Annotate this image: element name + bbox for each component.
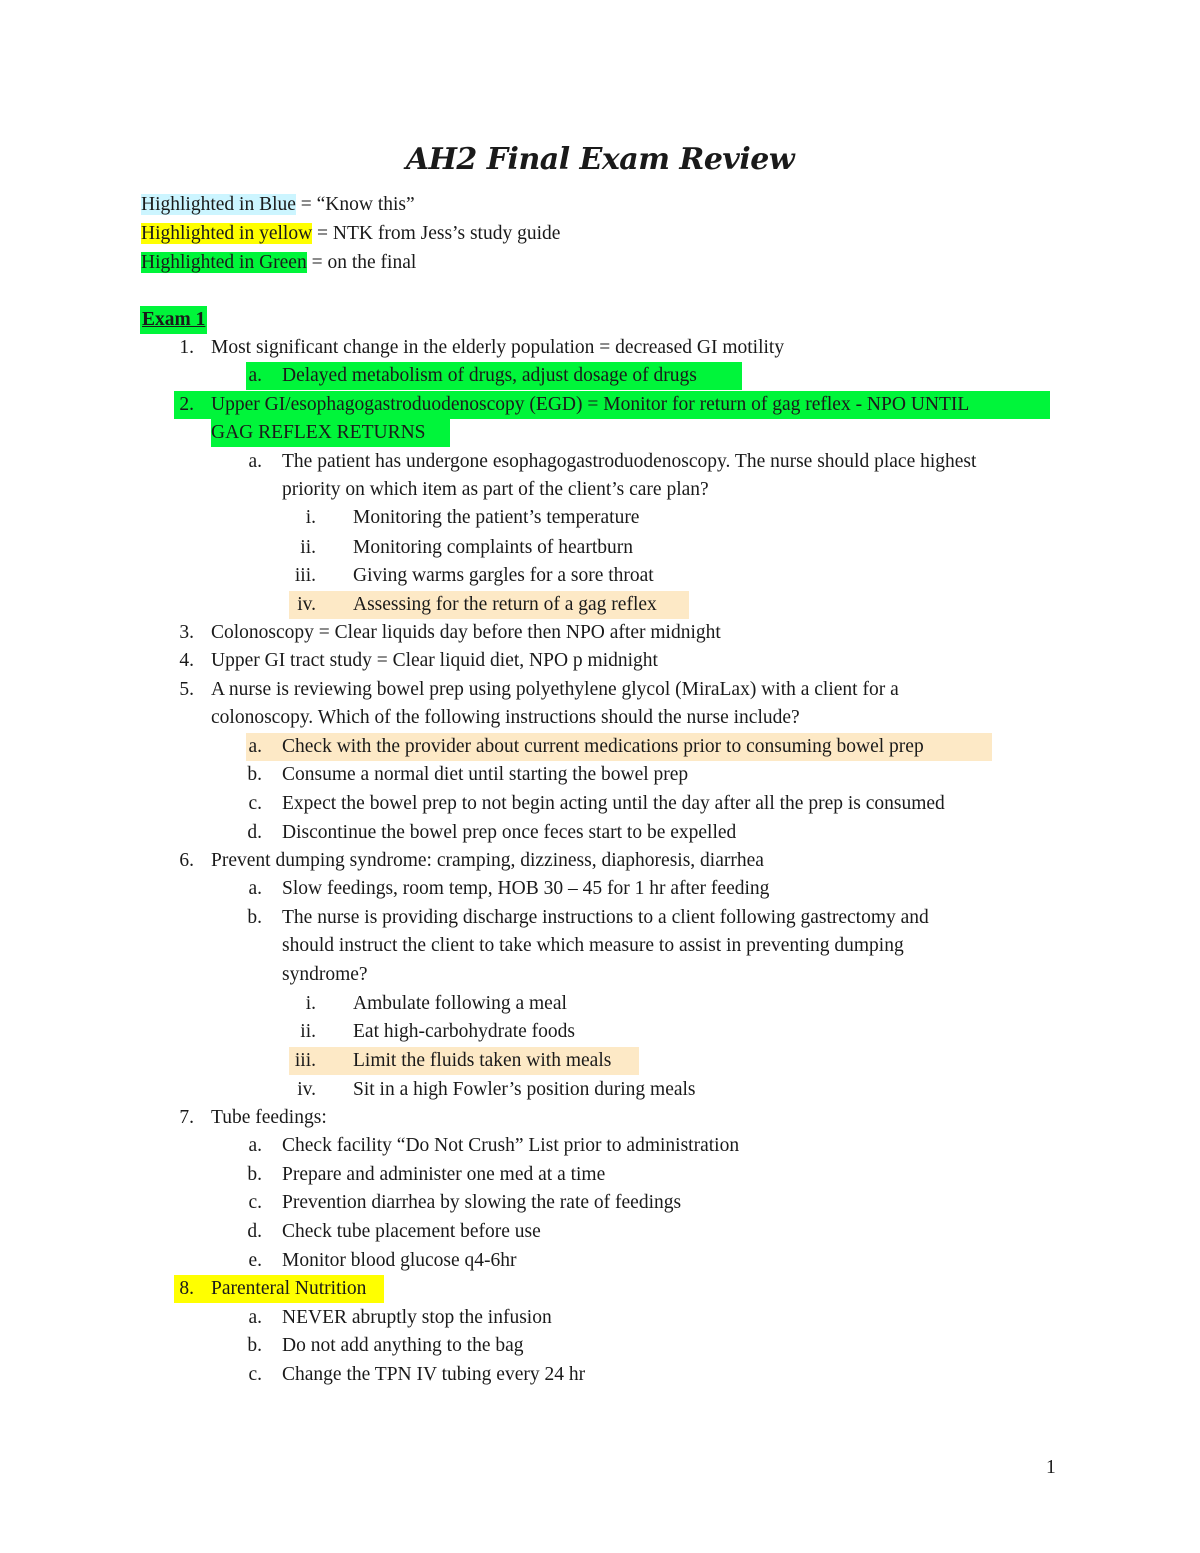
list-subitem-continued: should instruct the client to take which measure to assist in preventing dumping [282, 935, 904, 956]
list-letter: a. [248, 1307, 262, 1328]
answer-option: Monitoring the patient’s temperature [353, 507, 640, 528]
list-subitem-continued: priority on which item as part of the client’s care plan? [282, 479, 709, 500]
legend-green: Highlighted in Green = on the final [141, 252, 417, 273]
list-roman: i. [305, 507, 316, 528]
list-subitem: NEVER abruptly stop the infusion [282, 1307, 552, 1328]
list-number: 6. [179, 850, 194, 871]
list-item: Upper GI tract study = Clear liquid diet, NPO p midnight [211, 650, 658, 671]
list-number: 4. [179, 650, 194, 671]
legend-blue-label: Highlighted in Blue [141, 194, 296, 215]
list-letter: a. [248, 736, 262, 757]
list-roman: ii. [300, 537, 316, 558]
list-letter: a. [248, 365, 262, 386]
list-subitem: Change the TPN IV tubing every 24 hr [282, 1364, 586, 1385]
page-number: 1 [1046, 1457, 1056, 1478]
list-letter: c. [248, 1192, 262, 1213]
list-item: Parenteral Nutrition [211, 1278, 367, 1299]
list-number: 3. [179, 622, 194, 643]
list-subitem: Prevention diarrhea by slowing the rate of feedings [282, 1192, 682, 1213]
list-letter: d. [247, 822, 262, 843]
section-heading: Exam 1 [140, 306, 207, 334]
list-number: 7. [179, 1107, 194, 1128]
list-subitem: Prepare and administer one med at a time [282, 1164, 606, 1185]
list-item: Colonoscopy = Clear liquids day before then NPO after midnight [211, 622, 721, 643]
list-item: Most significant change in the elderly population = decreased GI motility [211, 337, 785, 358]
list-number: 8. [179, 1278, 194, 1299]
list-letter: b. [247, 907, 262, 928]
answer-option: Ambulate following a meal [353, 993, 567, 1014]
list-letter: a. [248, 878, 262, 899]
legend-yellow-label: Highlighted in yellow [141, 223, 313, 244]
answer-option-correct: Assessing for the return of a gag reflex [353, 594, 657, 615]
list-letter: a. [248, 451, 262, 472]
list-item: A nurse is reviewing bowel prep using polyethylene glycol (MiraLax) with a client for a [211, 679, 899, 700]
list-subitem: Check tube placement before use [282, 1221, 541, 1242]
answer-option: Giving warms gargles for a sore throat [353, 565, 654, 586]
answer-option: Expect the bowel prep to not begin acting until the day after all the prep is consumed [282, 793, 945, 814]
list-roman: iv. [297, 1079, 316, 1100]
list-roman: i. [305, 993, 316, 1014]
list-subitem: The nurse is providing discharge instructions to a client following gastrectomy and [282, 907, 929, 928]
list-number: 2. [179, 394, 194, 415]
list-item: Tube feedings: [211, 1107, 327, 1128]
legend-yellow: Highlighted in yellow = NTK from Jess’s study guide [141, 223, 561, 244]
list-number: 5. [179, 679, 194, 700]
list-letter: d. [247, 1221, 262, 1242]
list-roman: iii. [294, 565, 316, 586]
list-letter: c. [248, 1364, 262, 1385]
list-letter: b. [247, 1164, 262, 1185]
list-number: 1. [179, 337, 194, 358]
list-subitem: Slow feedings, room temp, HOB 30 – 45 for 1 hr after feeding [282, 878, 770, 899]
answer-option: Sit in a high Fowler’s position during meals [353, 1079, 696, 1100]
list-letter: b. [247, 1335, 262, 1356]
legend-blue: Highlighted in Blue = “Know this” [141, 194, 415, 215]
list-roman: iv. [297, 594, 316, 615]
list-item-continued: GAG REFLEX RETURNS [211, 422, 426, 443]
list-subitem: Check facility “Do Not Crush” List prior to administration [282, 1135, 740, 1156]
list-item: Upper GI/esophagogastroduodenoscopy (EGD) = Monitor for return of gag reflex - NPO UNTIL [211, 394, 970, 415]
list-letter: b. [247, 764, 262, 785]
answer-option: Discontinue the bowel prep once feces start to be expelled [282, 822, 737, 843]
list-subitem: The patient has undergone esophagogastroduodenoscopy. The nurse should place highest [282, 451, 977, 472]
list-item-continued: colonoscopy. Which of the following instructions should the nurse include? [211, 707, 800, 728]
answer-option: Consume a normal diet until starting the bowel prep [282, 764, 689, 785]
answer-option-correct: Check with the provider about current medications prior to consuming bowel prep [282, 736, 924, 757]
list-letter: e. [248, 1250, 262, 1271]
list-roman: ii. [300, 1021, 316, 1042]
answer-option-correct: Limit the fluids taken with meals [353, 1050, 612, 1071]
answer-option: Eat high-carbohydrate foods [353, 1021, 576, 1042]
list-letter: c. [248, 793, 262, 814]
list-item: Prevent dumping syndrome: cramping, dizziness, diaphoresis, diarrhea [211, 850, 764, 871]
list-letter: a. [248, 1135, 262, 1156]
list-subitem: Do not add anything to the bag [282, 1335, 524, 1356]
list-subitem: Monitor blood glucose q4-6hr [282, 1250, 517, 1271]
legend-green-label: Highlighted in Green [141, 252, 307, 273]
list-roman: iii. [294, 1050, 316, 1071]
list-subitem: Delayed metabolism of drugs, adjust dosage of drugs [282, 365, 697, 386]
list-subitem-continued: syndrome? [282, 964, 368, 985]
document-title: AH2 Final Exam Review [405, 142, 795, 177]
answer-option: Monitoring complaints of heartburn [353, 537, 633, 558]
